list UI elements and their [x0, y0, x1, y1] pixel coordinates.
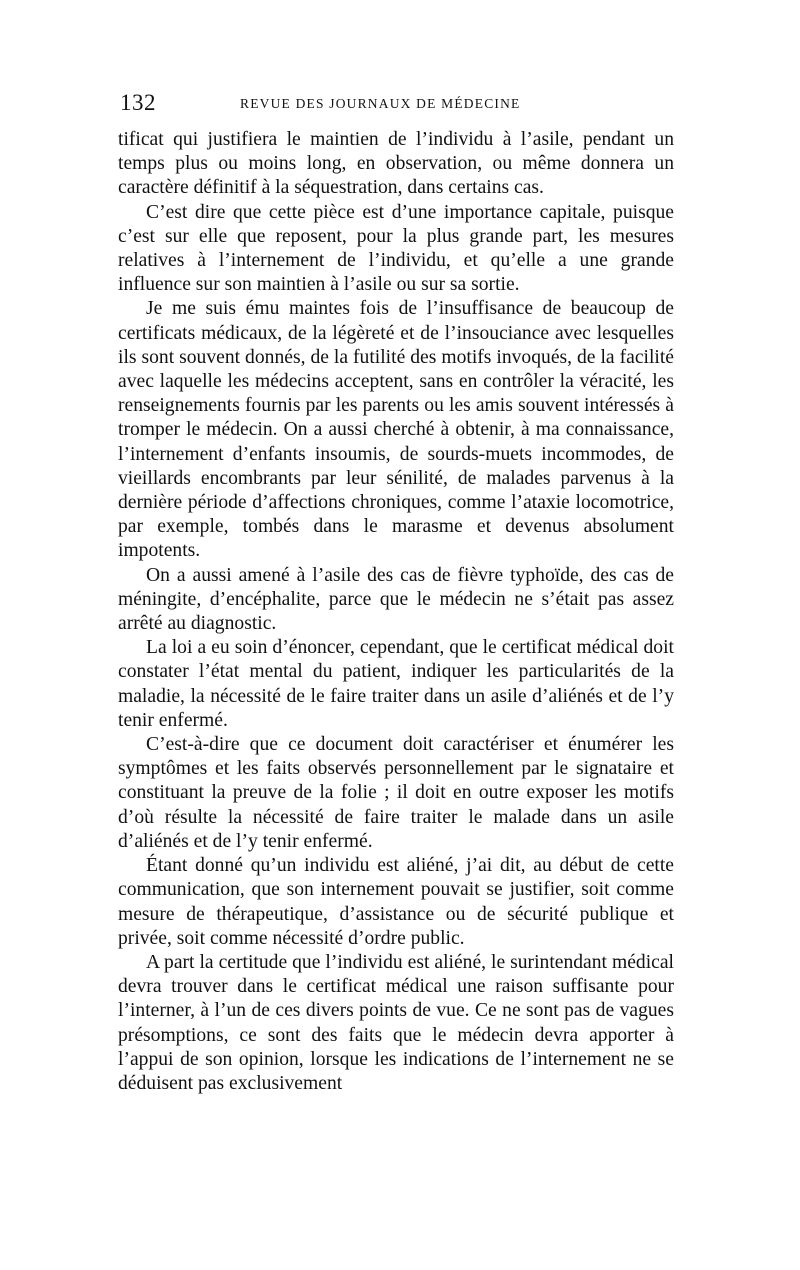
paragraph: C’est dire que cette pièce est d’une importance capitale, puisque c’est sur elle que reposent, pour la plus grande part, les mesures relatives à l’internement de l’individu, et qu’elle a une grande influence sur son maintien à l’asile ou sur sa sortie. [118, 201, 674, 296]
paragraph: Étant donné qu’un individu est aliéné, j’ai dit, au début de cette communication, que son internement pouvait se justifier, soit comme mesure de thérapeutique, d’assistance ou de sécurité publique et privée, soit comme nécessité d’ordre public. [118, 855, 674, 949]
paragraph: On a aussi amené à l’asile des cas de fièvre typhoïde, des cas de méningite, d’encéphalite, parce que le médecin ne s’était pas assez arrêté au diagnostic. [118, 564, 674, 635]
paragraph: Je me suis ému maintes fois de l’insuffisance de beaucoup de certificats médicaux, de la légèreté et de l’insouciance avec lesquelles ils sont souvent donnés, de la futilité des motifs invoqués, de la facilité avec laquelle les médecins acceptent, sans en contrôler la véracité, les renseignements fournis par les parents ou les amis souvent intéressés à tromper le médecin. On a aussi cherché à obtenir, à ma connaissance, l’internement d’enfants insoumis, de sourds-muets incommodes, de vieillards encombrants par leur sénilité, de malades parvenus à la dernière période d’affections chroniques, comme l’ataxie locomotrice, par exemple, tombés dans le marasme et devenus absolument impotents. [118, 298, 674, 562]
running-title: REVUE DES JOURNAUX DE MÉDECINE [240, 96, 521, 111]
paragraph: tificat qui justifiera le maintien de l’individu à l’asile, pendant un temps plus ou moins long, en observation, ou même donnera un caractère définitif à la séquestration, dans certains cas. [118, 129, 674, 199]
paragraph: La loi a eu soin d’énoncer, cependant, que le certificat médical doit constater l’état mental du patient, indiquer les particularités de la maladie, la nécessité de le faire traiter dans un asile d’aliénés et de l’y tenir enfermé. [118, 637, 674, 731]
paragraph: A part la certitude que l’individu est aliéné, le surintendant médical devra trouver dans le certificat médical une raison suffisante pour l’interner, à l’un de ces divers points de vue. Ce ne sont pas de vagues présomptions, ce sont des faits que le médecin devra apporter à l’appui de son opinion, lorsque les indications de l’internement ne se déduisent pas exclusivement [118, 951, 674, 1094]
paragraph: C’est-à-dire que ce document doit caractériser et énumérer les symptômes et les faits observés personnellement par le signataire et constituant la preuve de la folie ; il doit en outre exposer les motifs d’où résulte la nécessité de faire traiter le malade dans un asile d’aliénés et de l’y tenir enfermé. [118, 734, 674, 852]
body-text [118, 128, 674, 1096]
page-header [112, 90, 672, 118]
page-number: 132 [120, 90, 156, 115]
